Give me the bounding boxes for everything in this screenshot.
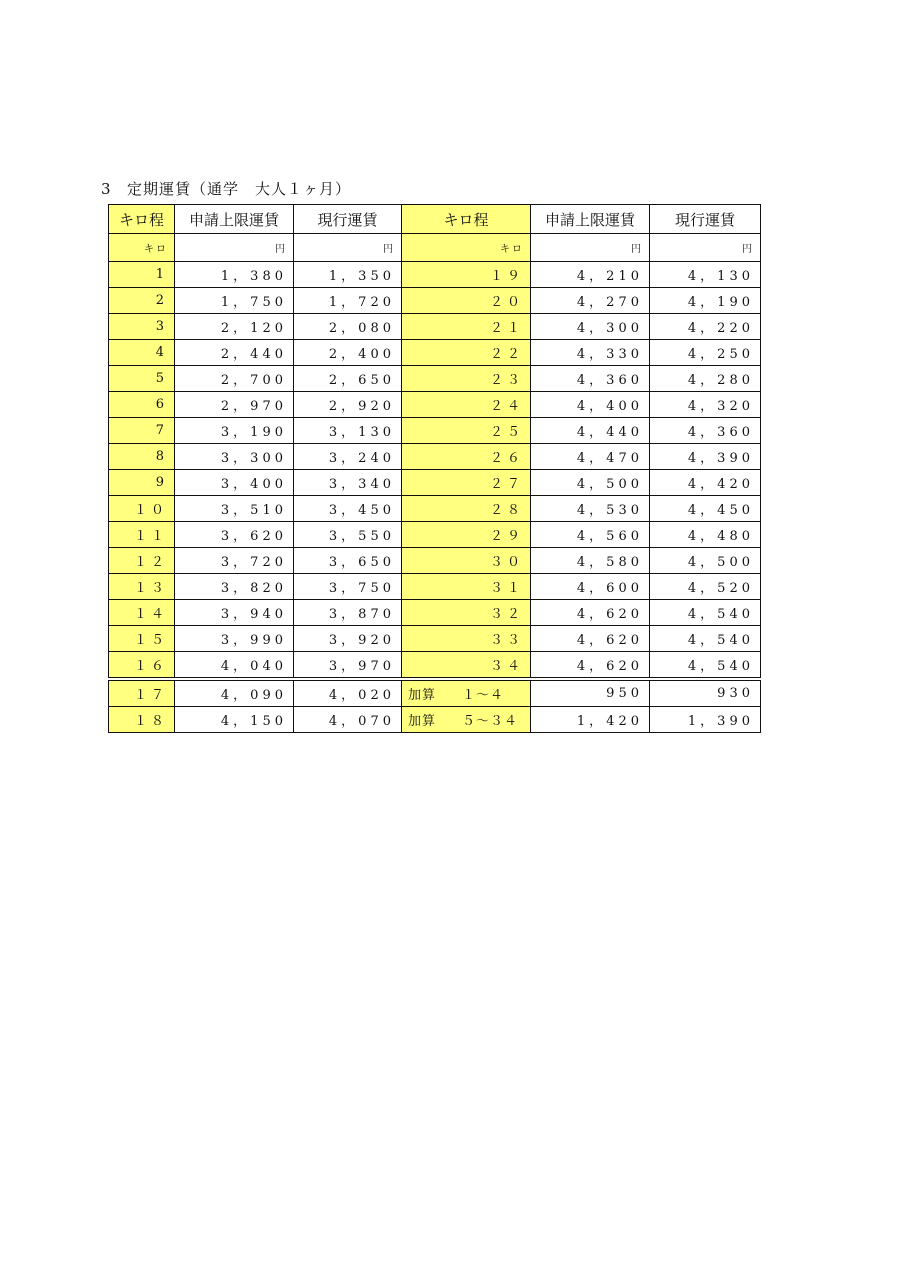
unit-yen: 円 [175,234,294,262]
addition-label-cell [402,679,531,707]
current-fare-cell: 2，400 [294,340,402,366]
current-fare-cell: 4，540 [650,600,761,626]
km-cell: 3 [109,314,175,340]
km-cell: ３２ [402,600,531,626]
fare-row [109,496,761,522]
requested-fare-cell: 2，700 [175,366,294,392]
current-fare-cell: 3，970 [294,652,402,680]
km-cell: １４ [109,600,175,626]
km-cell: １８ [109,707,175,733]
km-cell: １７ [109,679,175,707]
current-fare-cell: 4，390 [650,444,761,470]
requested-fare-cell: 4，400 [531,392,650,418]
requested-fare-cell: 3，990 [175,626,294,652]
requested-fare-cell: 4，600 [531,574,650,600]
requested-fare-cell: 4，270 [531,288,650,314]
header-requested-fare: 申請上限運賃 [175,205,294,234]
requested-fare-cell: 4，530 [531,496,650,522]
current-fare-cell: 3，340 [294,470,402,496]
km-cell: ２６ [402,444,531,470]
requested-fare-cell: 4，440 [531,418,650,444]
km-cell: 6 [109,392,175,418]
km-cell: １６ [109,652,175,680]
requested-fare-cell: 4，330 [531,340,650,366]
addition-current-cell: 1，390 [650,707,761,733]
requested-fare-cell: 3，820 [175,574,294,600]
km-cell: ３４ [402,652,531,680]
fare-row [109,340,761,366]
km-cell: ３１ [402,574,531,600]
current-fare-cell: 4，540 [650,626,761,652]
km-cell: 8 [109,444,175,470]
fare-row [109,652,761,680]
current-fare-cell: 3，550 [294,522,402,548]
current-fare-cell: 4，520 [650,574,761,600]
header-km: キロ程 [109,205,175,234]
requested-fare-cell: 4，040 [175,652,294,680]
addition-label: 加算 [408,688,437,703]
unit-yen: 円 [531,234,650,262]
km-cell: １５ [109,626,175,652]
current-fare-cell: 3，240 [294,444,402,470]
unit-yen: 円 [650,234,761,262]
current-fare-cell: 4，190 [650,288,761,314]
header-current-fare: 現行運賃 [650,205,761,234]
fare-row [109,314,761,340]
requested-fare-cell: 1，380 [175,262,294,288]
requested-fare-cell: 4，560 [531,522,650,548]
current-fare-cell: 3，920 [294,626,402,652]
requested-fare-cell: 2，440 [175,340,294,366]
header-requested-fare: 申請上限運賃 [531,205,650,234]
current-fare-cell: 3，130 [294,418,402,444]
current-fare-cell: 4，220 [650,314,761,340]
fare-row [109,470,761,496]
current-fare-cell: 1，720 [294,288,402,314]
km-cell: １２ [109,548,175,574]
current-fare-cell: 4，420 [650,470,761,496]
fare-row [109,548,761,574]
requested-fare-cell: 4，300 [531,314,650,340]
addition-requested-cell: 950 [531,679,650,707]
requested-fare-cell: 3，620 [175,522,294,548]
current-fare-cell: 2，650 [294,366,402,392]
current-fare-cell: 4，320 [650,392,761,418]
unit-km: キロ [402,234,531,262]
km-cell: １１ [109,522,175,548]
requested-fare-cell: 4，360 [531,366,650,392]
km-cell: ２７ [402,470,531,496]
km-cell: 5 [109,366,175,392]
current-fare-cell: 4，500 [650,548,761,574]
addition-row [109,679,761,707]
current-fare-cell: 4，020 [294,679,402,707]
section-heading [101,178,351,199]
requested-fare-cell: 3，400 [175,470,294,496]
current-fare-cell: 4，280 [650,366,761,392]
km-cell: ２５ [402,418,531,444]
requested-fare-cell: 1，750 [175,288,294,314]
fare-row [109,262,761,288]
fare-table [108,204,761,733]
fare-row [109,288,761,314]
current-fare-cell: 1，350 [294,262,402,288]
requested-fare-cell: 4，210 [531,262,650,288]
current-fare-cell: 2，080 [294,314,402,340]
current-fare-cell: 3，450 [294,496,402,522]
km-cell: ３３ [402,626,531,652]
requested-fare-cell: 3，510 [175,496,294,522]
unit-km: キロ [109,234,175,262]
fare-row [109,600,761,626]
km-cell: 2 [109,288,175,314]
km-cell: ２２ [402,340,531,366]
requested-fare-cell: 4，620 [531,626,650,652]
km-cell: ２１ [402,314,531,340]
fare-row [109,366,761,392]
km-cell: ３０ [402,548,531,574]
requested-fare-cell: 4，150 [175,707,294,733]
km-cell: １０ [109,496,175,522]
current-fare-cell: 4，130 [650,262,761,288]
km-cell: 7 [109,418,175,444]
current-fare-cell: 4，070 [294,707,402,733]
unit-row [109,234,761,262]
requested-fare-cell: 2，120 [175,314,294,340]
addition-row [109,707,761,733]
header-row [109,205,761,234]
current-fare-cell: 2，920 [294,392,402,418]
addition-label: 加算 [408,714,437,729]
requested-fare-cell: 4，580 [531,548,650,574]
fare-table-body [109,205,761,733]
section-title: 定期運賃（通学 大人１ヶ月） [127,180,352,198]
requested-fare-cell: 4，620 [531,600,650,626]
km-cell: ２９ [402,522,531,548]
fare-row [109,574,761,600]
current-fare-cell: 4，450 [650,496,761,522]
requested-fare-cell: 4，620 [531,652,650,680]
fare-row [109,392,761,418]
km-cell: 4 [109,340,175,366]
current-fare-cell: 4，480 [650,522,761,548]
requested-fare-cell: 2，970 [175,392,294,418]
fare-row [109,444,761,470]
requested-fare-cell: 4，090 [175,679,294,707]
addition-range: １～４ [462,688,505,703]
addition-range: ５～３４ [462,714,519,729]
current-fare-cell: 4，360 [650,418,761,444]
current-fare-cell: 4，540 [650,652,761,680]
requested-fare-cell: 3，720 [175,548,294,574]
requested-fare-cell: 3，300 [175,444,294,470]
km-cell: 1 [109,262,175,288]
fare-row [109,626,761,652]
current-fare-cell: 3，650 [294,548,402,574]
current-fare-cell: 3，750 [294,574,402,600]
unit-yen: 円 [294,234,402,262]
section-number: 3 [101,180,112,198]
requested-fare-cell: 4，500 [531,470,650,496]
header-current-fare: 現行運賃 [294,205,402,234]
requested-fare-cell: 4，470 [531,444,650,470]
km-cell: ２４ [402,392,531,418]
current-fare-cell: 4，250 [650,340,761,366]
addition-current-cell: 930 [650,679,761,707]
km-cell: １３ [109,574,175,600]
header-km: キロ程 [402,205,531,234]
addition-label-cell [402,707,531,733]
km-cell: ２３ [402,366,531,392]
km-cell: １９ [402,262,531,288]
km-cell: ２０ [402,288,531,314]
current-fare-cell: 3，870 [294,600,402,626]
km-cell: ２８ [402,496,531,522]
fare-row [109,418,761,444]
fare-row [109,522,761,548]
addition-requested-cell: 1，420 [531,707,650,733]
km-cell: 9 [109,470,175,496]
requested-fare-cell: 3，940 [175,600,294,626]
requested-fare-cell: 3，190 [175,418,294,444]
